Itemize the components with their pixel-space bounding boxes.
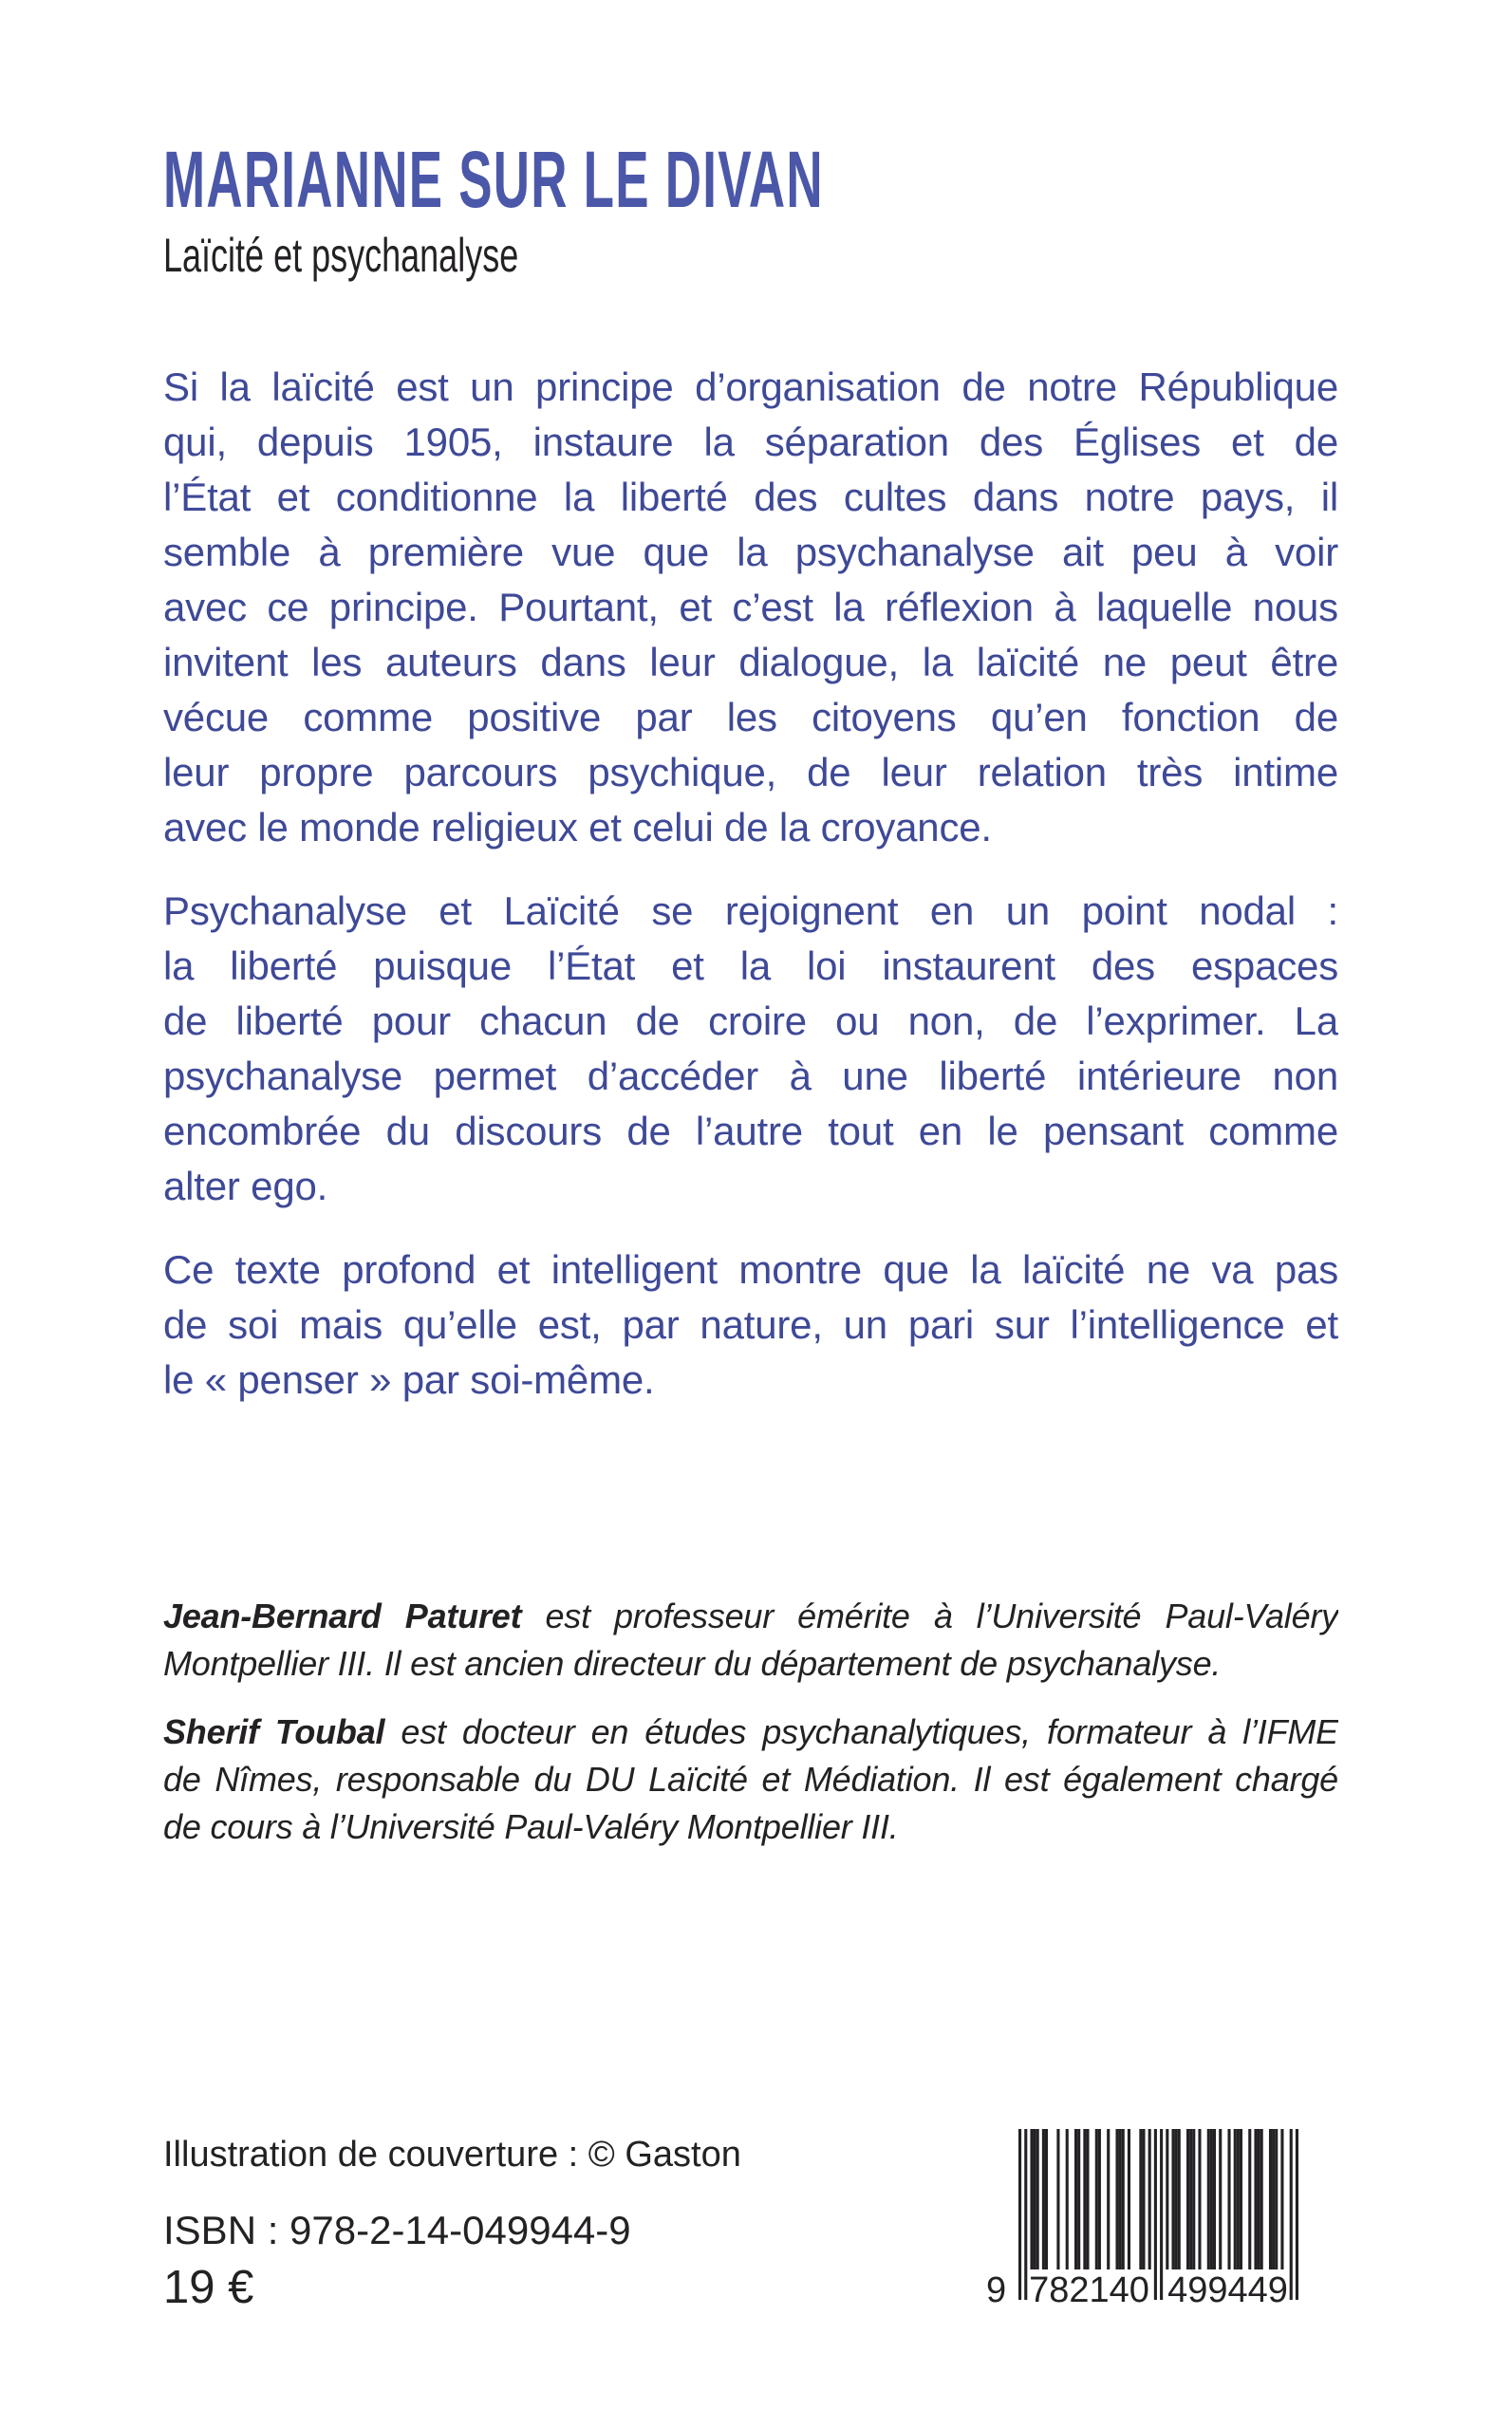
blurb-line: semble à première vue que la psychanalyse ait peu à voir bbox=[163, 530, 1338, 574]
author-bio bbox=[163, 1593, 1338, 1688]
blurb-line: de soi mais qu’elle est, par nature, un pari sur l’intelligence et bbox=[163, 1302, 1338, 1347]
blurb-line: Si la laïcité est un principe d’organisation de notre République bbox=[163, 364, 1338, 409]
author-name: Sherif Toubal bbox=[163, 1712, 385, 1751]
book-title: MARIANNE SUR LE DIVAN bbox=[163, 135, 824, 224]
author-bio bbox=[163, 1709, 1338, 1851]
barcode-digits: 782140 bbox=[1029, 2270, 1149, 2310]
back-cover-blurb bbox=[163, 360, 1338, 1408]
author-name: Jean-Bernard Paturet bbox=[163, 1597, 522, 1635]
blurb-line: avec le monde religieux et celui de la croyance. bbox=[163, 805, 992, 850]
blurb-line: psychanalyse permet d’accéder à une liberté intérieure non bbox=[163, 1054, 1338, 1098]
blurb-paragraph bbox=[163, 884, 1338, 1214]
blurb-line: Psychanalyse et Laïcité se rejoignent en un point nodal : bbox=[163, 888, 1338, 933]
blurb-line: qui, depuis 1905, instaure la séparation des Églises et de bbox=[163, 420, 1338, 464]
blurb-line: alter ego. bbox=[163, 1164, 328, 1208]
blurb-line: vécue comme positive par les citoyens qu’en fonction de bbox=[163, 695, 1338, 739]
bio-line: Jean-Bernard Paturet est professeur émérite à l’Université Paul-Valéry bbox=[163, 1597, 1338, 1635]
blurb-line: avec ce principe. Pourtant, et c’est la réflexion à laquelle nous bbox=[163, 585, 1338, 629]
illustration-credit: Illustration de couverture : © Gaston bbox=[163, 2135, 741, 2175]
bio-line: Sherif Toubal est docteur en études psychanalytiques, formateur à l’IFME bbox=[163, 1712, 1338, 1751]
isbn: ISBN : 978-2-14-049944-9 bbox=[163, 2208, 631, 2252]
barcode-digits: 499449 bbox=[1167, 2270, 1288, 2310]
author-bios bbox=[163, 1593, 1338, 1851]
barcode-digits: 9 bbox=[986, 2270, 1007, 2310]
book-subtitle: Laïcité et psychanalyse bbox=[163, 229, 519, 282]
blurb-line: encombrée du discours de l’autre tout en le pensant comme bbox=[163, 1109, 1338, 1153]
blurb-line: invitent les auteurs dans leur dialogue, la laïcité ne peut être bbox=[163, 640, 1338, 684]
blurb-line: de liberté pour chacun de croire ou non, de l’exprimer. La bbox=[163, 999, 1338, 1043]
blurb-line: leur propre parcours psychique, de leur relation très intime bbox=[163, 750, 1338, 794]
blurb-line: l’État et conditionne la liberté des cultes dans notre pays, il bbox=[163, 475, 1338, 519]
bio-line: de cours à l’Université Paul-Valéry Montpellier III. bbox=[163, 1807, 899, 1846]
blurb-paragraph bbox=[163, 1242, 1338, 1408]
bio-line: de Nîmes, responsable du DU Laïcité et Médiation. Il est également chargé bbox=[163, 1760, 1338, 1799]
ean13-barcode bbox=[986, 2129, 1298, 2310]
blurb-line: la liberté puisque l’État et la loi instaurent des espaces bbox=[163, 943, 1338, 988]
blurb-line: Ce texte profond et intelligent montre que la laïcité ne va pas bbox=[163, 1247, 1338, 1292]
back-cover-content bbox=[163, 0, 1338, 2314]
price: 19 € bbox=[163, 2262, 254, 2313]
bio-line: Montpellier III. Il est ancien directeur du département de psychanalyse. bbox=[163, 1644, 1222, 1683]
blurb-paragraph bbox=[163, 360, 1338, 855]
blurb-line: le « penser » par soi-même. bbox=[163, 1357, 655, 1402]
